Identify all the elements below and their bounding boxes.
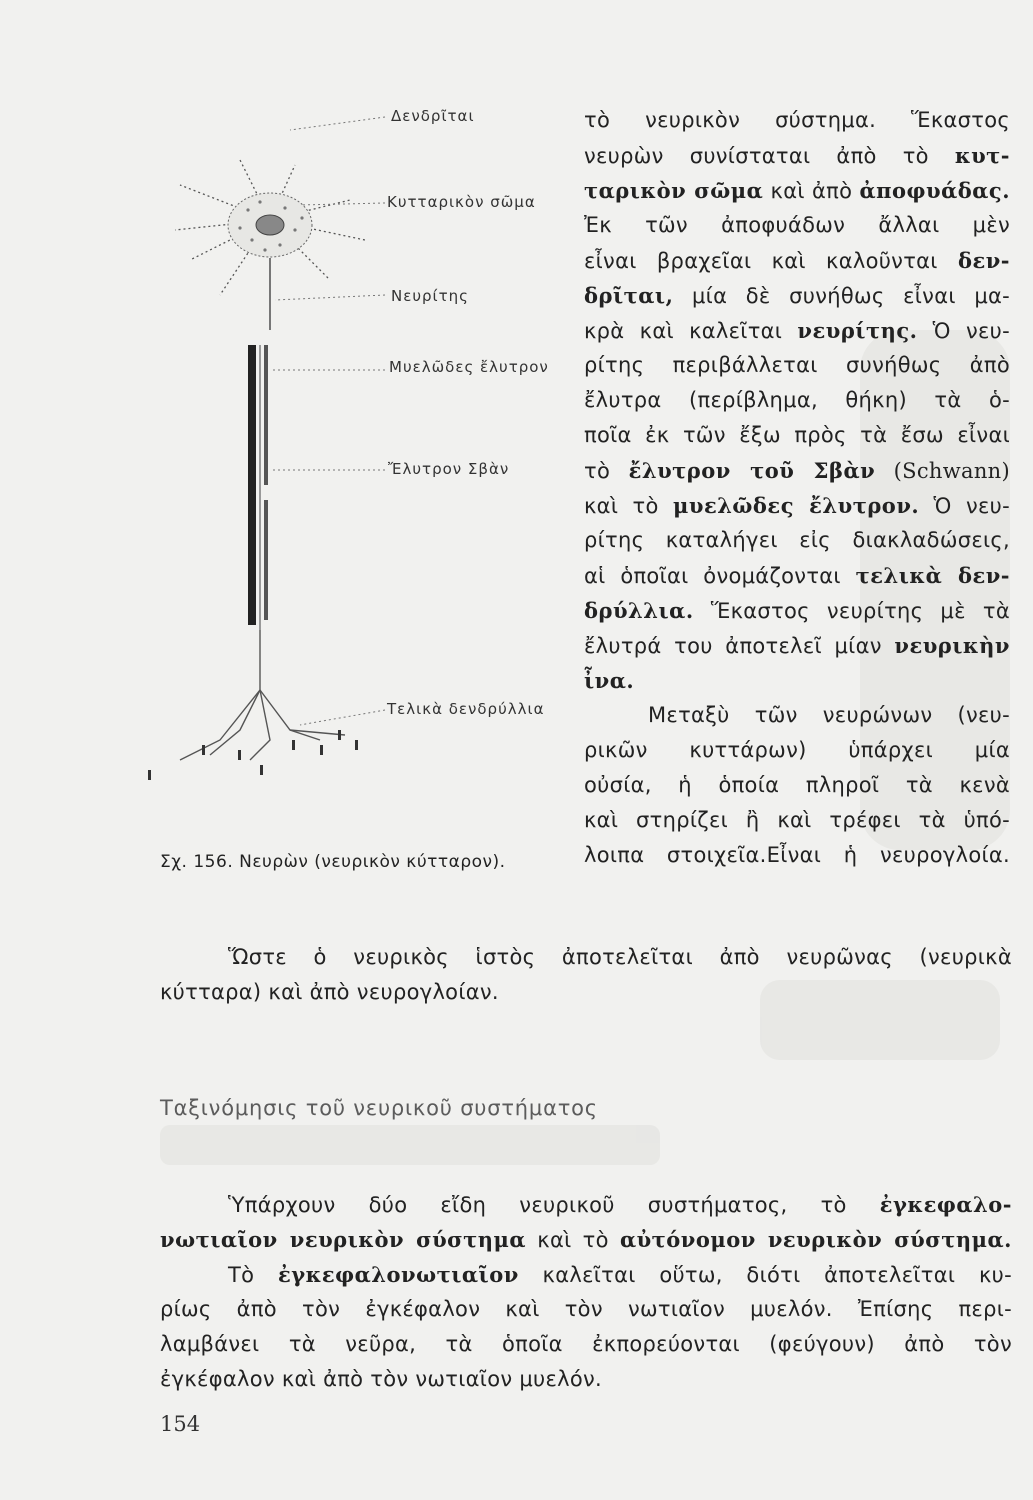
text-line: Ὑπάρχουν δύο εἴδη νευρικοῦ συστήματος, τὸ ἐγκεφαλο- <box>228 1192 1012 1217</box>
label-dendrites: Δενδρῖται <box>391 107 475 125</box>
label-myelin-sheath: Μυελῶδες ἔλυτρον <box>389 358 549 376</box>
text-line: νωτιαῖον νευρικὸν σύστημα καὶ τὸ αὐτόνομον νευρικὸν σύστημα. <box>160 1227 1012 1252</box>
text-line: καὶ στηρίζει ἢ καὶ τρέφει τὰ ὑπό- <box>584 808 1010 832</box>
label-cell-body: Κυτταρικὸν σῶμα <box>387 193 536 211</box>
label-neurite: Νευρίτης <box>391 287 469 305</box>
summary-paragraph <box>160 940 1012 1010</box>
text-line: νευρὼν συνίσταται ἀπὸ τὸ κυτ- <box>584 143 1010 168</box>
text-line: ἶνα. <box>584 668 635 693</box>
text-line: ποῖα ἐκ τῶν ἔξω πρὸς τὰ ἔσω εἶναι <box>584 423 1010 447</box>
text-line: Μεταξὺ τῶν νευρώνων (νευ- <box>648 703 1010 727</box>
text-line: ρίτης καταλήγει εἰς διακλαδώσεις, <box>584 528 1010 552</box>
right-column-text <box>584 103 1010 873</box>
text-line: αἱ ὁποῖαι ὀνομάζονται τελικὰ δεν- <box>584 563 1011 588</box>
text-line: δρῖται, μία δὲ συνήθως εἶναι μα- <box>584 283 1010 308</box>
text-line: λοιπα στοιχεῖα.Εἶναι ἡ νευρογλοία. <box>584 843 1010 867</box>
figure-caption: Σχ. 156. Νευρὼν (νευρικὸν κύτταρον). <box>160 852 506 872</box>
text-line: ρίτης περιβάλλεται συνήθως ἀπὸ <box>584 353 1010 377</box>
section-heading: Ταξινόμησις τοῦ νευρικοῦ συστήματος <box>160 1096 598 1120</box>
text-line: κρὰ καὶ καλεῖται νευρίτης. Ὁ νευ- <box>584 318 1010 343</box>
text-line: ἐγκέφαλον καὶ ἀπὸ τὸν νωτιαῖον μυελόν. <box>160 1367 603 1391</box>
text-line: οὐσία, ἡ ὁποία πληροῖ τὰ κενὰ <box>584 773 1010 797</box>
text-line: Ἐκ τῶν ἀποφυάδων ἄλλαι μὲν <box>584 213 1010 237</box>
text-line: τὸ ἔλυτρον τοῦ Σβὰν (Schwann) <box>584 458 1010 483</box>
text-line: κύτταρα) καὶ ἀπὸ νευρογλοίαν. <box>160 980 499 1004</box>
label-terminal-dendrites: Τελικὰ δενδρύλλια <box>387 700 545 718</box>
text-line: ἔλυτρα (περίβλημα, θήκη) τὰ ὁ- <box>584 388 1010 412</box>
text-line: ρικῶν κυττάρων) ὑπάρχει μία <box>584 738 1010 762</box>
text-line: ρίως ἀπὸ τὸν ἐγκέφαλον καὶ τὸν νωτιαῖον μυελόν. Ἐπίσης περι- <box>160 1297 1012 1321</box>
text-line: Τὸ ἐγκεφαλονωτιαῖον καλεῖται οὕτω, διότι ἀποτελεῖται κυ- <box>228 1262 1013 1287</box>
text-line: εἶναι βραχεῖαι καὶ καλοῦνται δεν- <box>584 248 1011 273</box>
text-line: τὸ νευρικὸν σύστημα. Ἕκαστος <box>584 108 1010 132</box>
neuron-figure <box>120 90 560 830</box>
text-line: Ὥστε ὁ νευρικὸς ἱστὸς ἀποτελεῖται ἀπὸ νευρῶνας (νευρικὰ <box>228 945 1012 969</box>
label-schwann-sheath: Ἔλυτρον Σβὰν <box>388 460 510 478</box>
classification-paragraph <box>160 1187 1012 1397</box>
page-number: 154 <box>160 1412 201 1436</box>
text-line: καὶ τὸ μυελῶδες ἔλυτρον. Ὁ νευ- <box>584 493 1010 518</box>
text-line: ἔλυτρά του ἀποτελεῖ μίαν νευρικὴν <box>584 633 1010 658</box>
text-line: ταρικὸν σῶμα καὶ ἀπὸ ἀποφυάδας. <box>584 178 1011 203</box>
text-line: δρύλλια. Ἕκαστος νευρίτης μὲ τὰ <box>584 598 1010 623</box>
text-line: λαμβάνει τὰ νεῦρα, τὰ ὁποῖα ἐκπορεύονται (φεύγουν) ἀπὸ τὸν <box>160 1332 1012 1356</box>
